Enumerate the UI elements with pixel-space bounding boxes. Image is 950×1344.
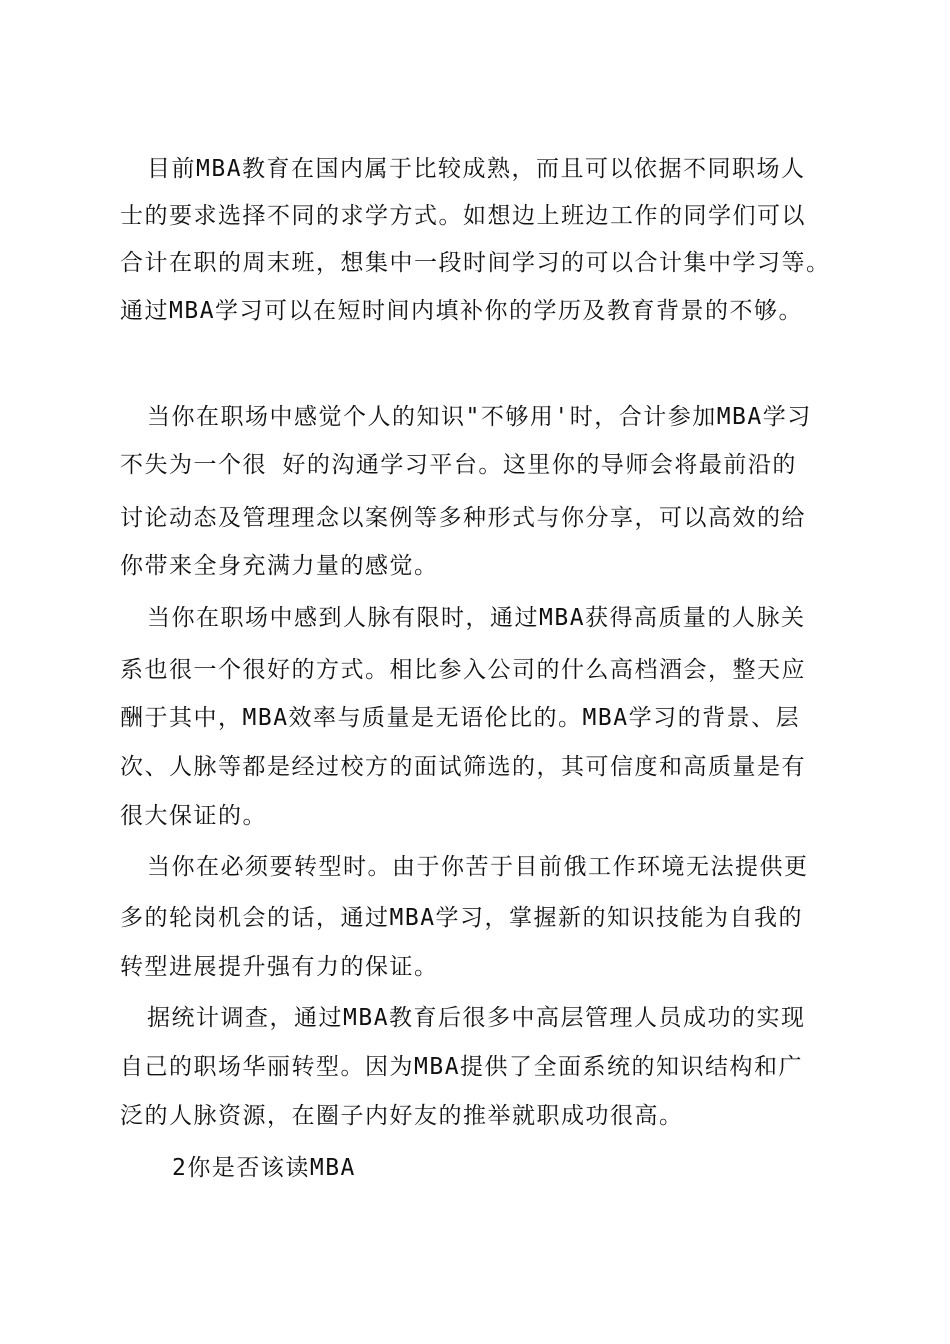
paragraph-4-line-1: 当你在必须要转型时。由于你苦于目前俄工作环境无法提供更 bbox=[147, 854, 809, 880]
paragraph-1-line-2: 士的要求选择不同的求学方式。如想边上班边工作的同学们可以 bbox=[120, 203, 806, 229]
paragraph-1-line-1: 目前MBA教育在国内属于比较成熟，而且可以依据不同职场人 bbox=[147, 156, 806, 182]
paragraph-2-line-1: 当你在职场中感觉个人的知识"不够用'时，合计参加MBA学习 bbox=[147, 404, 812, 430]
paragraph-2-line-2: 不失为一个很 好的沟通学习平台。这里你的导师会将最前沿的 bbox=[120, 452, 797, 478]
paragraph-3-line-2: 系也很一个很好的方式。相比参入公司的什么高档酒会，整天应 bbox=[120, 657, 806, 683]
paragraph-2-line-3: 讨论动态及管理理念以案例等多种形式与你分享，可以高效的给 bbox=[120, 505, 806, 531]
paragraph-3-line-5: 很大保证的。 bbox=[120, 803, 267, 829]
paragraph-2-line-4: 你带来全身充满力量的感觉。 bbox=[120, 553, 439, 579]
paragraph-5-line-1: 据统计调查，通过MBA教育后很多中高层管理人员成功的实现 bbox=[147, 1005, 806, 1031]
paragraph-3-line-1: 当你在职场中感到人脉有限时，通过MBA获得高质量的人脉关 bbox=[147, 605, 806, 631]
paragraph-4-line-2: 多的轮岗机会的话，通过MBA学习，掌握新的知识技能为自我的 bbox=[120, 905, 804, 931]
section-heading: 2你是否该读MBA bbox=[172, 1155, 356, 1181]
paragraph-3-line-4: 次、人脉等都是经过校方的面试筛选的，其可信度和高质量是有 bbox=[120, 754, 806, 780]
paragraph-5-line-3: 泛的人脉资源，在圈子内好友的推举就职成功很高。 bbox=[120, 1103, 684, 1129]
paragraph-5-line-2: 自己的职场华丽转型。因为MBA提供了全面系统的知识结构和广 bbox=[120, 1054, 804, 1080]
paragraph-3-line-3: 酬于其中，MBA效率与质量是无语伦比的。MBA学习的背景、层 bbox=[120, 705, 801, 731]
paragraph-1-line-3: 合计在职的周末班，想集中一段时间学习的可以合计集中学习等。 bbox=[120, 250, 831, 276]
paragraph-4-line-3: 转型进展提升强有力的保证。 bbox=[120, 954, 439, 980]
paragraph-1-line-4: 通过MBA学习可以在短时间内填补你的学历及教育背景的不够。 bbox=[120, 298, 804, 324]
